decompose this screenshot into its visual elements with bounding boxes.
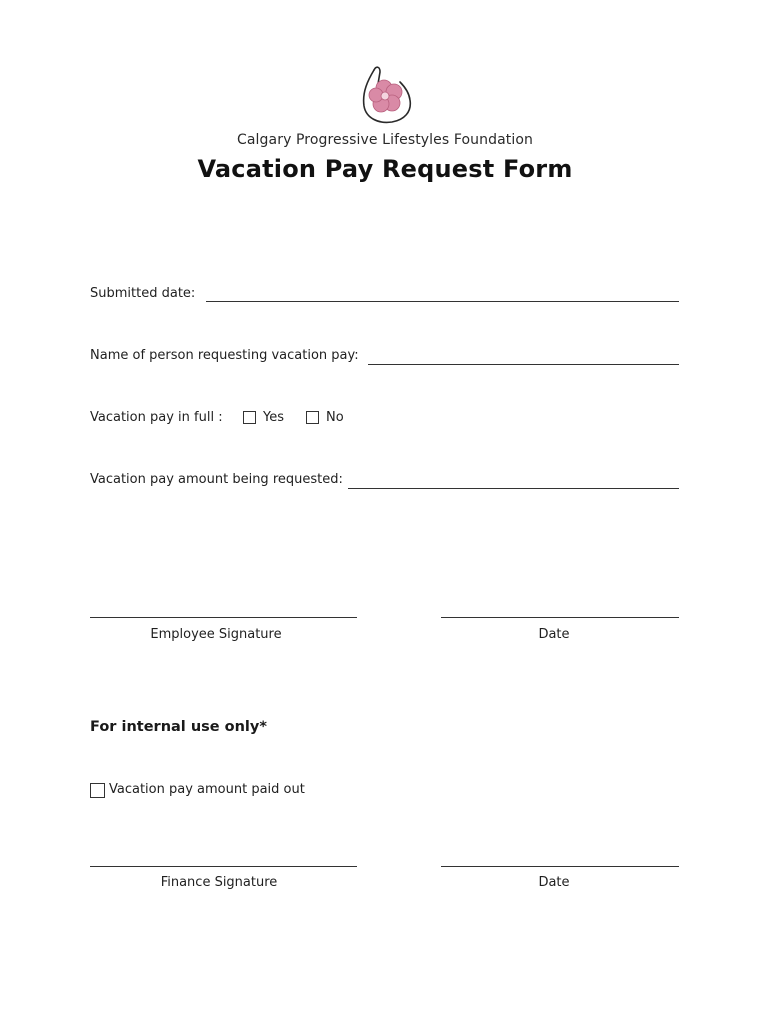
no-checkbox[interactable] — [306, 411, 319, 424]
yes-checkbox[interactable] — [243, 411, 256, 424]
organization-name: Calgary Progressive Lifestyles Foundation — [237, 132, 533, 148]
submitted-date-label: Submitted date: — [90, 286, 196, 301]
employee-signature-line[interactable] — [90, 617, 357, 618]
vacation-full-label: Vacation pay in full : — [90, 410, 223, 425]
paid-out-label: Vacation pay amount paid out — [109, 782, 305, 797]
employee-date-line[interactable] — [441, 617, 679, 618]
amount-requested-field[interactable] — [348, 488, 679, 489]
internal-use-heading: For internal use only* — [90, 719, 267, 735]
finance-date-caption: Date — [538, 875, 570, 890]
no-label: No — [326, 410, 344, 425]
amount-requested-label: Vacation pay amount being requested: — [90, 472, 343, 487]
form-title: Vacation Pay Request Form — [197, 155, 573, 183]
employee-signature-caption: Employee Signature — [150, 627, 282, 642]
finance-date-line[interactable] — [441, 866, 679, 867]
yes-label: Yes — [263, 410, 284, 425]
requester-name-label: Name of person requesting vacation pay: — [90, 348, 359, 363]
paid-out-checkbox[interactable] — [90, 783, 105, 798]
finance-signature-caption: Finance Signature — [160, 875, 278, 890]
requester-name-field[interactable] — [368, 364, 679, 365]
foundation-logo — [354, 62, 416, 126]
employee-date-caption: Date — [538, 627, 570, 642]
finance-signature-line[interactable] — [90, 866, 357, 867]
submitted-date-field[interactable] — [206, 301, 679, 302]
